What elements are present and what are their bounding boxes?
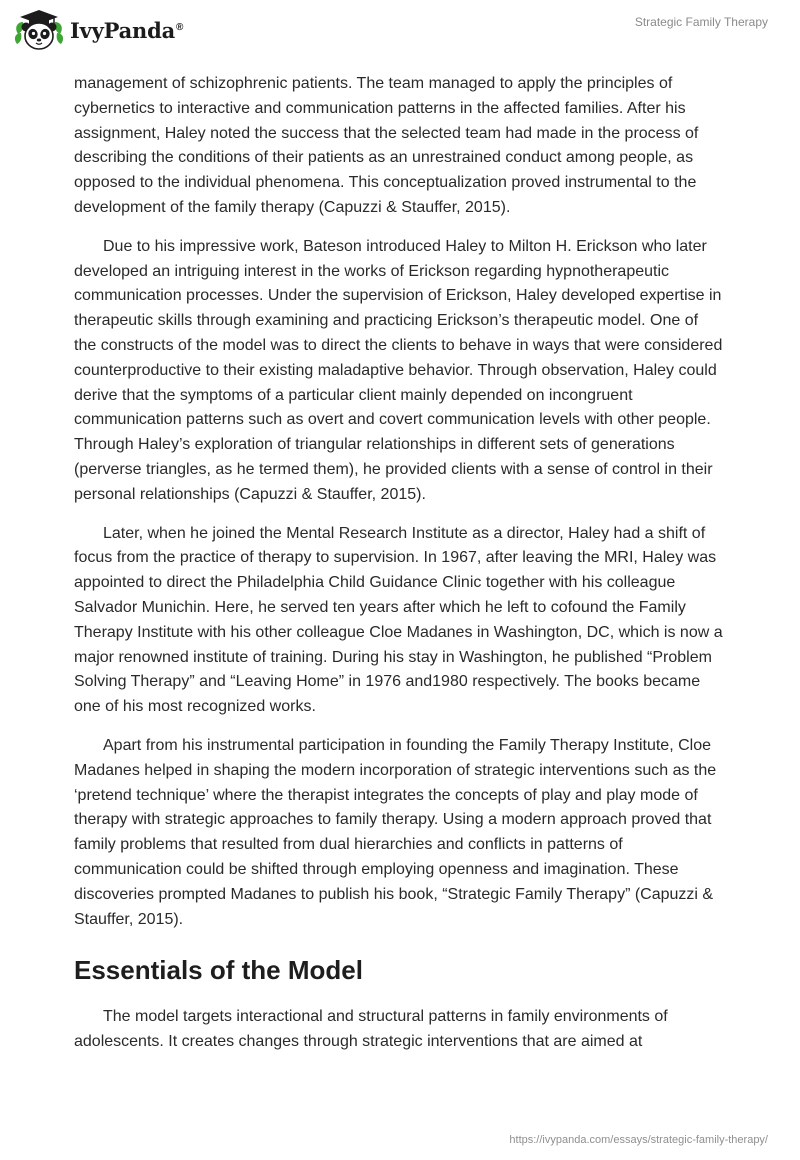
registered-mark: ®: [176, 21, 184, 33]
paragraph-4: Apart from his instrumental participation in founding the Family Therapy Institute, Cloe Madanes helped in shaping the modern incorporation of strategic interventions such as the ‘pretend technique’ where the therapist integrates the concepts of play and play mode of therapy with strategic approaches to family therapy. Using a modern approach proved that family problems that resulted from dual hierarchies and conflicts in patterns of communication could be shifted through employing openness and imagination. These discoveries prompted Madanes to publish his book, “Strategic Family Therapy” (Capuzzi & Stauffer, 2015).: [74, 736, 717, 928]
essay-body: [74, 72, 724, 1069]
panda-graduate-icon: [14, 8, 64, 52]
brand-name: IvyPanda®: [70, 17, 184, 43]
document-title: Strategic Family Therapy: [634, 15, 768, 29]
page-header: [0, 0, 800, 60]
paragraph-1: management of schizophrenic patients. The team managed to apply the principles of cybernetics to interactive and communication patterns in the affected families. After his assignment, Haley noted the success that the selected team had made in the process of describing the conditions of their patients as an unrestrained conduct among people, as opposed to the individual phenomena. This conceptualization proved instrumental to the development of the family therapy (Capuzzi & Stauffer, 2015).: [74, 75, 699, 216]
section-heading: Essentials of the Model: [74, 955, 363, 986]
brand-logo[interactable]: [14, 8, 183, 52]
paragraph-2: Due to his impressive work, Bateson introduced Haley to Milton H. Erickson who later developed an intriguing interest in the works of Erickson regarding hypnotherapeutic communication processes. Under the supervision of Erickson, Haley developed expertise in therapeutic skills through examining and practicing Erickson’s therapeutic model. One of the constructs of the model was to direct the clients to behave in ways that were considered counterproductive to their existing maladaptive behavior. Through observation, Haley could derive that the symptoms of a particular client mainly depended on incongruent communication patterns such as overt and covert communication levels with other people. Through Haley’s exploration of triangular relationships in different sets of generations (perverse triangles, as he termed them), he provided clients with a sense of control in their personal relationships (Capuzzi & Stauffer, 2015).: [74, 237, 723, 503]
paragraph-3: Later, when he joined the Mental Research Institute as a director, Haley had a shift of focus from the practice of therapy to supervision. In 1967, after leaving the MRI, Haley was appointed to direct the Philadelphia Child Guidance Clinic together with his colleague Salvador Munichin. Here, he served ten years after which he left to cofound the Family Therapy Institute with his other colleague Cloe Madanes in Washington, DC, which is now a major renowned institute of training. During his stay in Washington, he published “Problem Solving Therapy” and “Leaving Home” in 1976 and1980 respectively. The books became one of his most recognized works.: [74, 524, 723, 716]
source-url[interactable]: https://ivypanda.com/essays/strategic-family-therapy/: [509, 1134, 768, 1146]
paragraph-5: The model targets interactional and structural patterns in family environments of adolescents. It creates changes through strategic interventions that are aimed at: [74, 1008, 668, 1051]
